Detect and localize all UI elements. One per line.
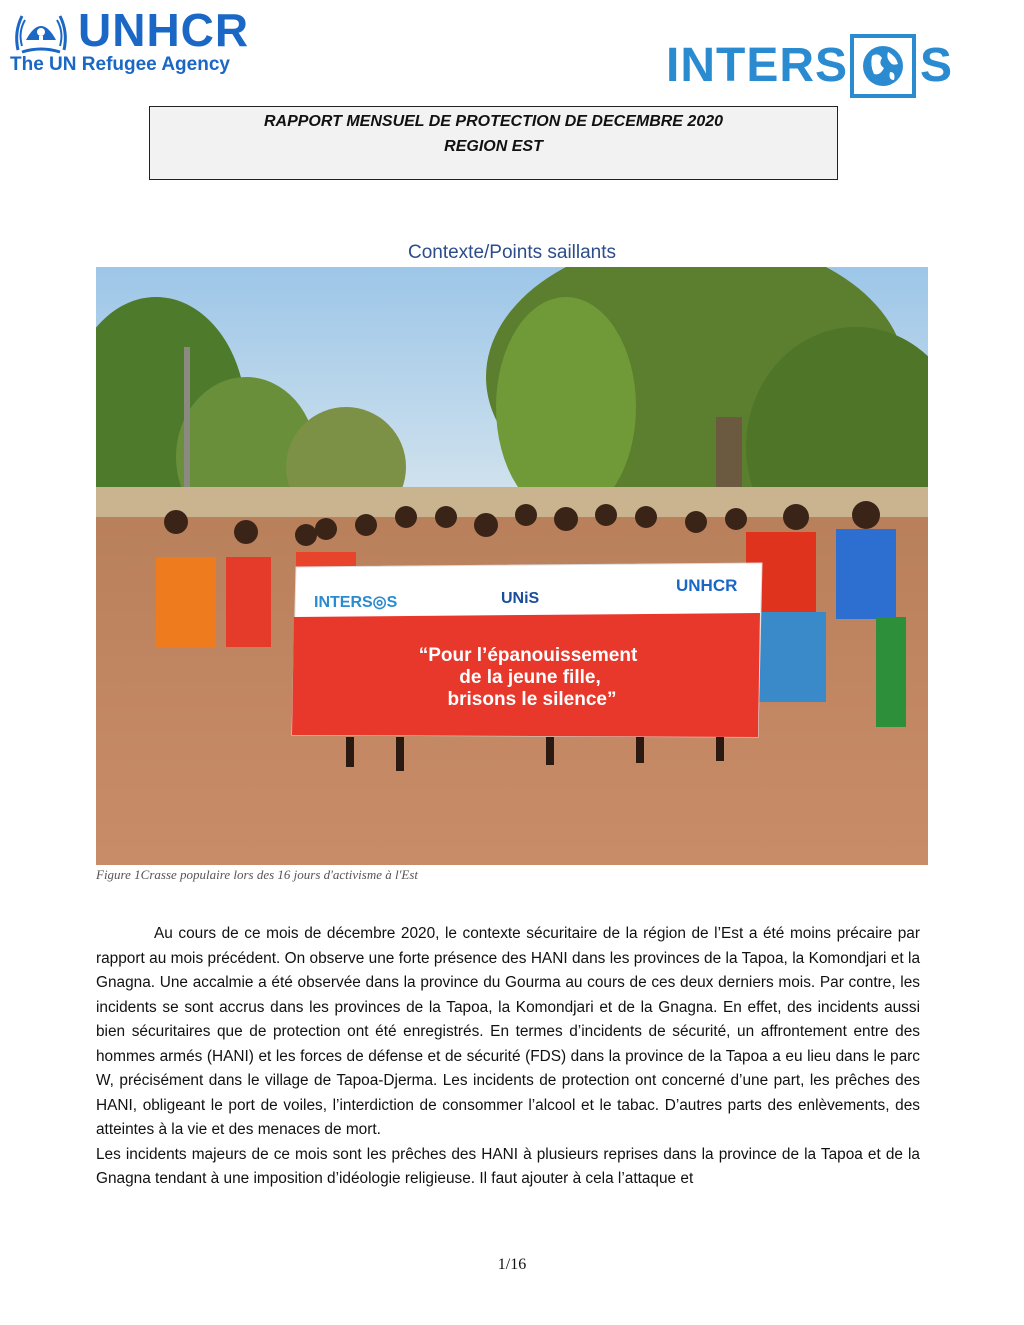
- body-text: [96, 922, 920, 1192]
- unhcr-name: UNHCR: [78, 4, 250, 56]
- paragraph-2: Les incidents majeurs de ce mois sont les prêches des HANI à plusieurs reprises dans la province de la Tapoa et de la Gnagna tendant à une imposition d’idéologie religieuse. Il faut ajouter à cela l’attaque et: [96, 1145, 920, 1187]
- unhcr-tagline: The UN Refugee Agency: [10, 54, 230, 75]
- report-title-box: [149, 106, 838, 180]
- intersos-name-right: S: [920, 39, 954, 92]
- report-region: REGION EST: [444, 138, 543, 155]
- intersos-name-left: INTERS: [666, 39, 849, 92]
- figure-caption: Figure 1Crasse populaire lors des 16 jours d'activisme à l'Est: [96, 867, 419, 882]
- unhcr-emblem-icon: [10, 10, 72, 56]
- banner-line-1: “Pour l’épanouissement: [418, 645, 638, 666]
- banner-logo-intersos: INTERS◎S: [314, 594, 398, 611]
- page-number: 1/16: [497, 1256, 527, 1273]
- march-photo-illustration: [96, 267, 928, 865]
- banner-logo-unhcr: UNHCR: [676, 576, 738, 595]
- globe-icon: [850, 34, 916, 98]
- intersos-logo: [666, 34, 966, 104]
- report-title: RAPPORT MENSUEL DE PROTECTION DE DECEMBRE 2020: [263, 113, 724, 130]
- banner-logo-unis: UNiS: [501, 590, 540, 607]
- paragraph-1: Au cours de ce mois de décembre 2020, le contexte sécuritaire de la région de l’Est a été moins précaire par rapport au mois précédent. On observe une forte présence des HANI dans les provinces de la Tapoa, la Komondjari et la Gnagna. Une accalmie a été observée dans la province du Gourma au cours de ces deux derniers mois. Par contre, les incidents se sont accrus dans les provinces de la Tapoa, la Komondjari et de la Gnagna. En effet, des incidents aussi bien sécuritaires que de protection ont été enregistrés. En termes d’incidents de sécurité, un affrontement entre des hommes armés (HANI) et les forces de défense et de sécurité (FDS) dans la province de la Tapoa a eu lieu dans le parc W, précisément dans le village de Tapoa-Djerma. Les incidents de protection ont concerné d’une part, les prêches des HANI, obligeant le port de voiles, l’interdiction de consommer l’alcool et le tabac. D’autres parts des enlèvements, des atteintes à la vie et des menaces de mort.: [96, 925, 920, 1138]
- section-title: Contexte/Points saillants: [407, 242, 617, 263]
- banner-line-3: brisons le silence”: [447, 689, 617, 710]
- unhcr-logo: [8, 4, 278, 78]
- banner-line-2: de la jeune fille,: [459, 667, 601, 688]
- march-photo: [96, 267, 928, 865]
